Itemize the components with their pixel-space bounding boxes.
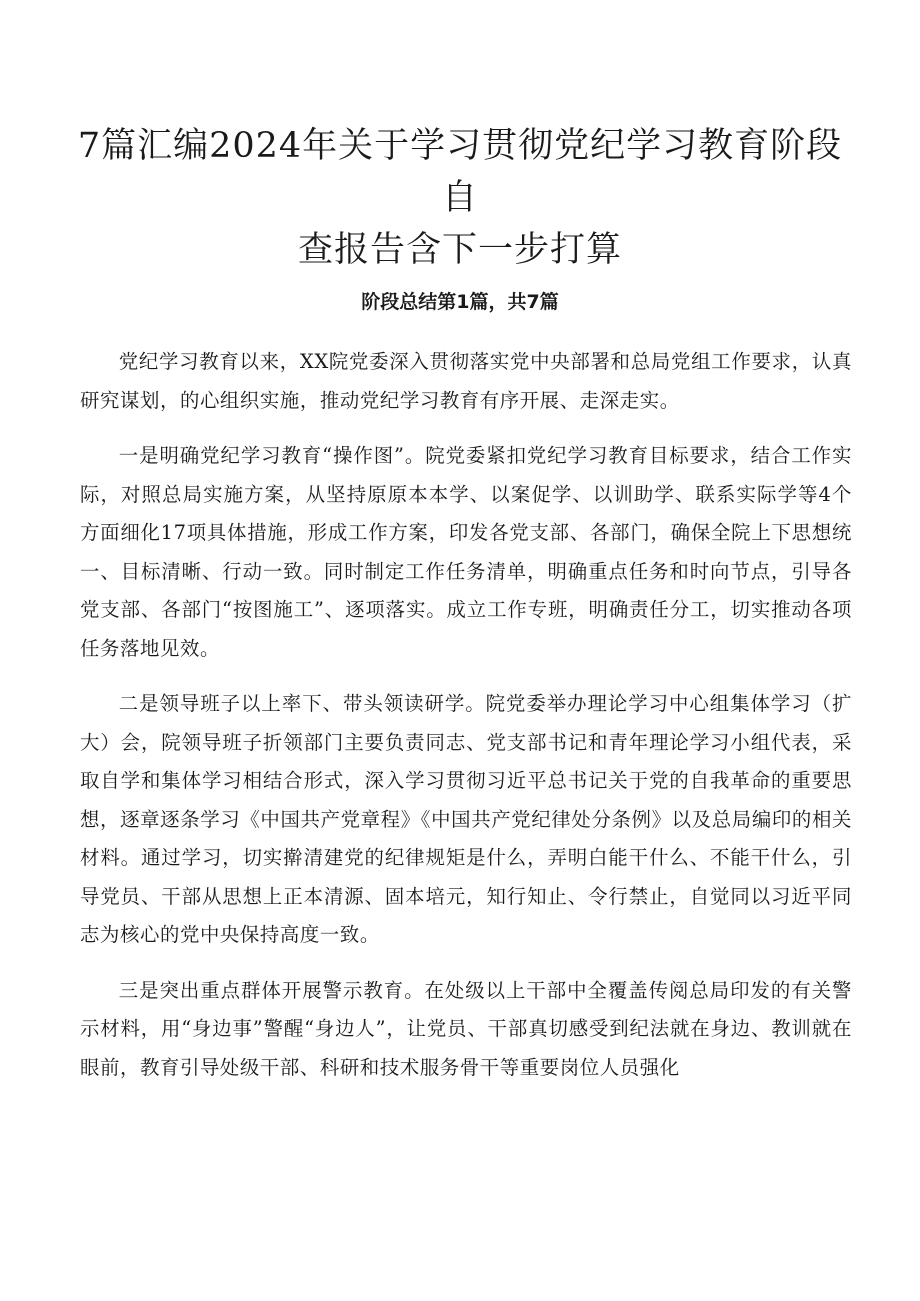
document-title	[60, 120, 860, 276]
document-title-line-1: 7篇汇编2024年关于学习贯彻党纪学习教育阶段自	[77, 126, 843, 218]
paragraph-point-1: 一是明确党纪学习教育“操作图”。院党委紧扣党纪学习教育目标要求，结合工作实际，对照总局实施方案，从坚持原原本本学、以案促学、以训助学、联系实际学等4个方面细化17项具体措施，形成工作方案，印发各党支部、各部门，确保全院上下思想统一、目标清晰、行动一致。同时制定工作任务清单，明确重点任务和时向节点，引导各党支部、各部门“按图施工”、逐项落实。成立工作专班，明确责任分工，切实推动各项任务落地见效。	[80, 444, 852, 660]
paragraph-intro: 党纪学习教育以来，XX院党委深入贯彻落实党中央部署和总局党组工作要求，认真研究谋划，的心组织实施，推动党纪学习教育有序开展、走深走实。	[80, 350, 852, 412]
section-heading: 阶段总结第1篇，共7篇	[361, 291, 559, 313]
document-body	[80, 343, 852, 1104]
document-title-line-2: 查报告含下一步打算	[297, 230, 622, 270]
paragraph-point-3: 三是突出重点群体开展警示教育。在处级以上干部中全覆盖传阅总局印发的有关警示材料，用“身边事”警醒“身边人”，让党员、干部真切感受到纪法就在身边、教训就在眼前，教育引导处级干部、科研和技术服务骨干等重要岗位人员强化	[80, 978, 852, 1079]
paragraph-point-2: 二是领导班子以上率下、带头领读研学。院党委举办理论学习中心组集体学习（扩大）会，院领导班子折领部门主要负责同志、党支部书记和青年理论学习小组代表，采取自学和集体学习相结合形式，深入学习贯彻习近平总书记关于党的自我革命的重要思想，逐章逐条学习《中国共产党章程》《中国共产党纪律处分条例》以及总局编印的相关材料。通过学习，切实擀清建党的纪律规矩是什么，弄明白能干什么、不能干什么，引导党员、干部从思想上正本清源、固本培元，知行知止、令行禁止，自觉同以习近平同志为核心的党中央保持高度一致。	[80, 692, 852, 946]
